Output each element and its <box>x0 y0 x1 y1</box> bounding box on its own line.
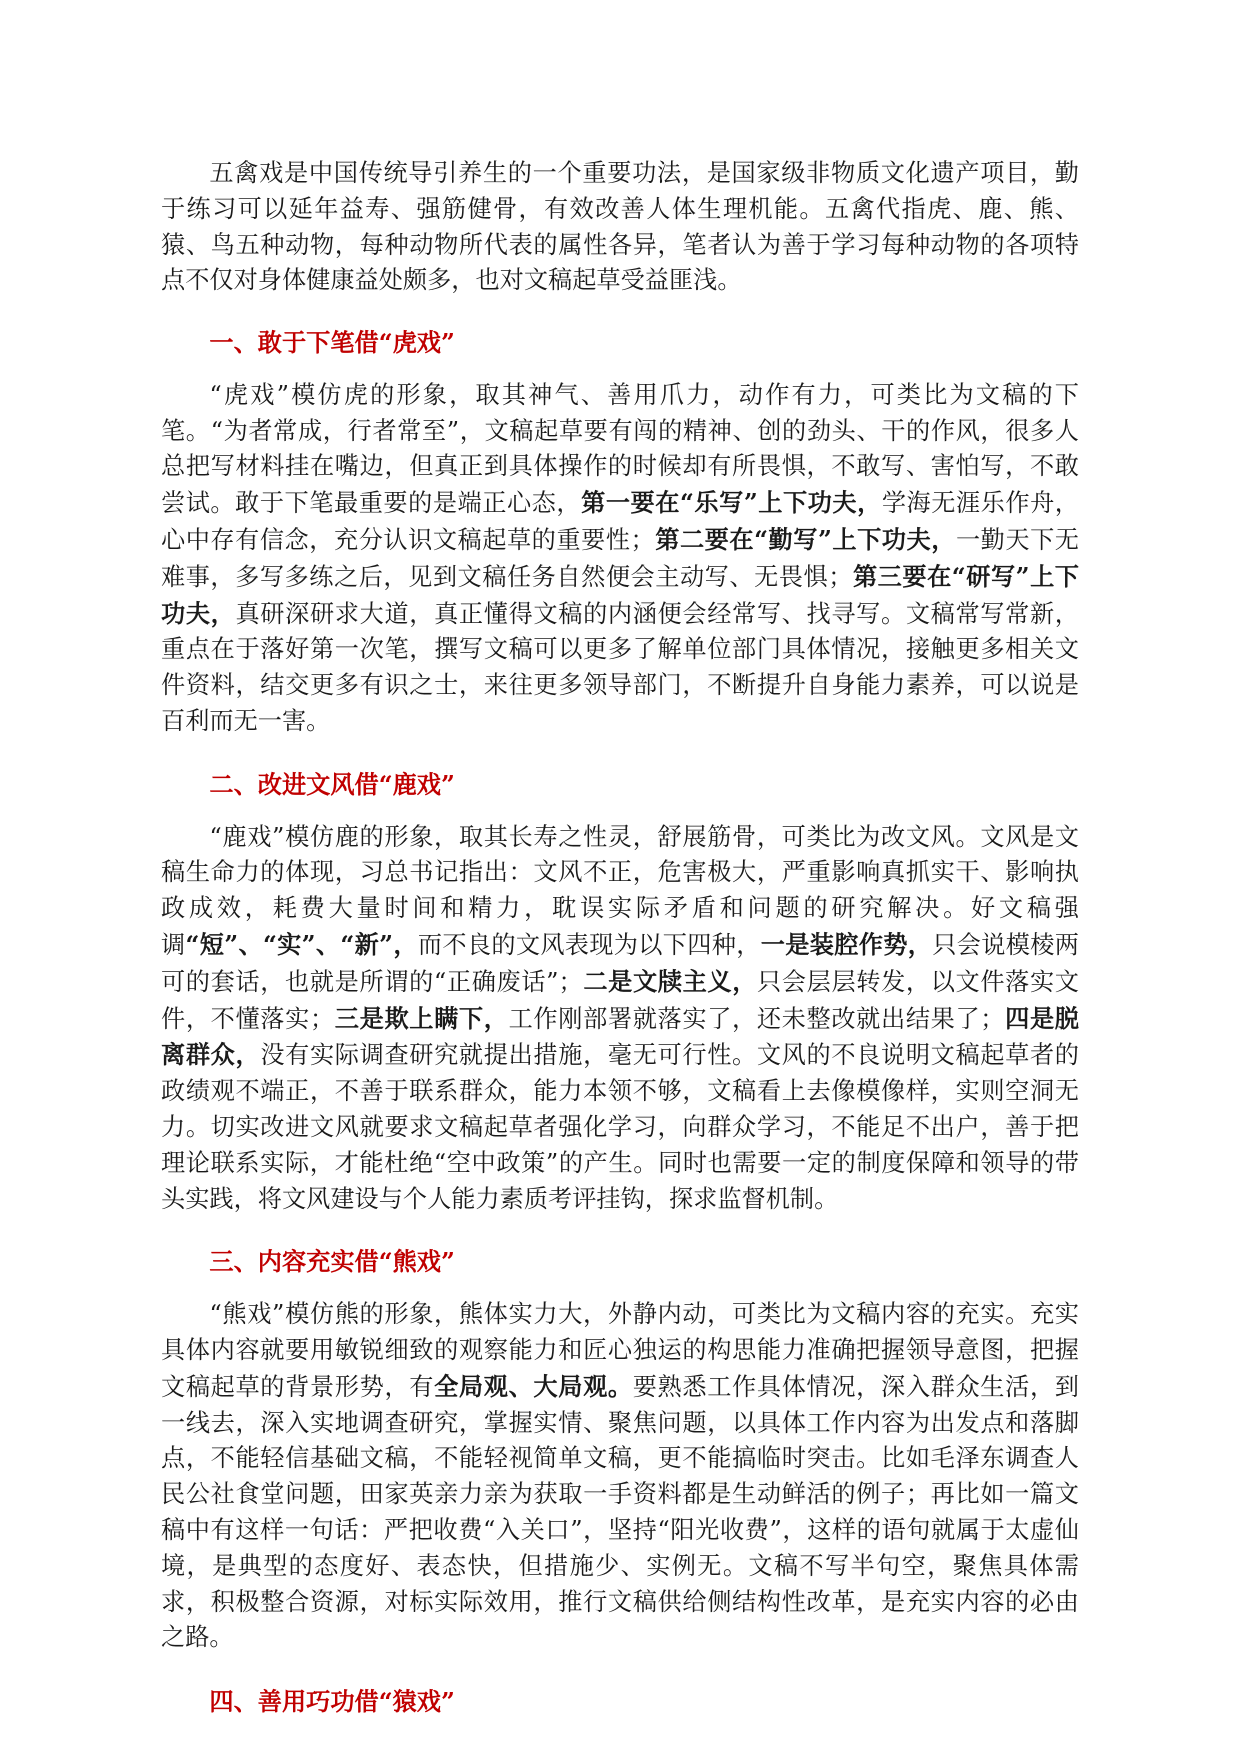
text-run: “熊戏”模仿熊的形象，熊体实力大，外静内动，可类比为文稿内容的充实。充实具体内容就要用敏锐细致的观察能力和匠心独运的构思能力准确把握领导意图，把握文稿起草的背景形势，有 <box>161 1300 1079 1401</box>
section-heading-2: 二、改进文风借“鹿戏” <box>209 769 455 799</box>
text-run: 一勤天下无难事，多写多练之后，见到文稿任务自然便会主动写、无畏惧； <box>161 525 1079 591</box>
text-run: “虎戏”模仿虎的形象，取其神气、善用爪力，动作有力，可类比为文稿的下笔。“为者常成，行者常至”，文稿起草要有闯的精神、创的劲头、干的作风，很多人总把写材料挂在嘴边，但真正到具体操作的时候却有所畏惧，不敢写、害怕写，不敢尝试。敢于下笔最重要的是端正心态， <box>161 380 1079 518</box>
text-run: 工作刚部署就落实了，还未整改就出结果了； <box>508 1004 1005 1033</box>
section-heading-3: 三、内容充实借“熊戏” <box>209 1247 455 1277</box>
bold-run: 第一要在“乐写”上下功夫， <box>581 488 882 518</box>
section-3-paragraph <box>161 1297 1079 1656</box>
text-run: 而不良的文风表现为以下四种， <box>417 930 761 959</box>
document-body <box>161 156 1079 1720</box>
text-run: 只会说模棱两可的套话，也就是所谓的“正确废话”； <box>161 930 1079 996</box>
bold-run: 三是欺上瞒下， <box>334 1003 509 1033</box>
bold-run: 一是装腔作势， <box>760 929 933 959</box>
section-1-paragraph <box>161 378 1079 740</box>
bold-run: 第三要在“研写”上下功夫， <box>161 561 1079 628</box>
text-run: 真研深研求大道，真正懂得文稿的内涵便会经常写、找寻写。文稿常写常新，重点在于落好第一次笔，撰写文稿可以更多了解单位部门具体情况，接触更多相关文件资料，结交更多有识之士，来往更多领导部门，不断提升自身能力素养，可以说是百利而无一害。 <box>161 599 1079 735</box>
intro-paragraph: 五禽戏是中国传统导引养生的一个重要功法，是国家级非物质文化遗产项目，勤于练习可以延年益寿、强筋健骨，有效改善人体生理机能。五禽代指虎、鹿、熊、猿、鸟五种动物，每种动物所代表的属性各异，笔者认为善于学习每种动物的各项特点不仅对身体健康益处颇多，也对文稿起草受益匪浅。 <box>161 159 1079 295</box>
bold-run: “短”、“实”、“新”， <box>185 929 418 959</box>
section-heading-1: 一、敢于下笔借“虎戏” <box>209 328 455 357</box>
text-run: 学海无涯乐作舟，心中存有信念，充分认识文稿起草的重要性； <box>161 489 1079 554</box>
bold-run: 二是文牍主义， <box>582 966 758 996</box>
text-run: 没有实际调查研究就提出措施，毫无可行性。文风的不良说明文稿起草者的政绩观不端正，不善于联系群众，能力本领不够，文稿看上去像模像样，实则空洞无力。切实改进文风就要求文稿起草者强化学习，向群众学习，不能足不出户，善于把理论联系实际，才能杜绝“空中政策”的产生。同时也需要一定的制度保障和领导的带头实践，将文风建设与个人能力素质考评挂钩，探求监督机制。 <box>161 1041 1079 1213</box>
section-2-paragraph <box>161 820 1079 1218</box>
text-run: 只会层层转发，以文件落实文件，不懂落实； <box>161 967 1079 1033</box>
bold-run: 四是脱离群众， <box>161 1003 1079 1070</box>
text-run: “鹿戏”模仿鹿的形象，取其长寿之性灵，舒展筋骨，可类比为改文风。文风是文稿生命力的体现，习总书记指出：文风不正，危害极大，严重影响真抓实干、影响执政成效，耗费大量时间和精力，耽误实际矛盾和问题的研究解决。好文稿强调 <box>161 822 1079 959</box>
bold-run: 全局观、大局观。 <box>434 1371 633 1401</box>
text-run: 要熟悉工作具体情况，深入群众生活，到一线去，深入实地调查研究，掌握实情、聚焦问题，以具体工作内容为出发点和落脚点，不能轻信基础文稿，不能轻视简单文稿，更不能搞临时突击。比如毛泽东调查人民公社食堂问题，田家英亲力亲为获取一手资料都是生动鲜活的例子；再比如一篇文稿中有这样一句话：严把收费“入关口”，坚持“阳光收费”，这样的语句就属于太虚仙境，是典型的态度好、表态快，但措施少、实例无。文稿不写半句空，聚焦具体需求，积极整合资源，对标实际效用，推行文稿供给侧结构性改革，是充实内容的必由之路。 <box>161 1372 1079 1652</box>
bold-run: 第二要在“勤写”上下功夫， <box>654 524 956 554</box>
section-heading-4: 四、善用巧功借“猿戏” <box>209 1687 455 1717</box>
